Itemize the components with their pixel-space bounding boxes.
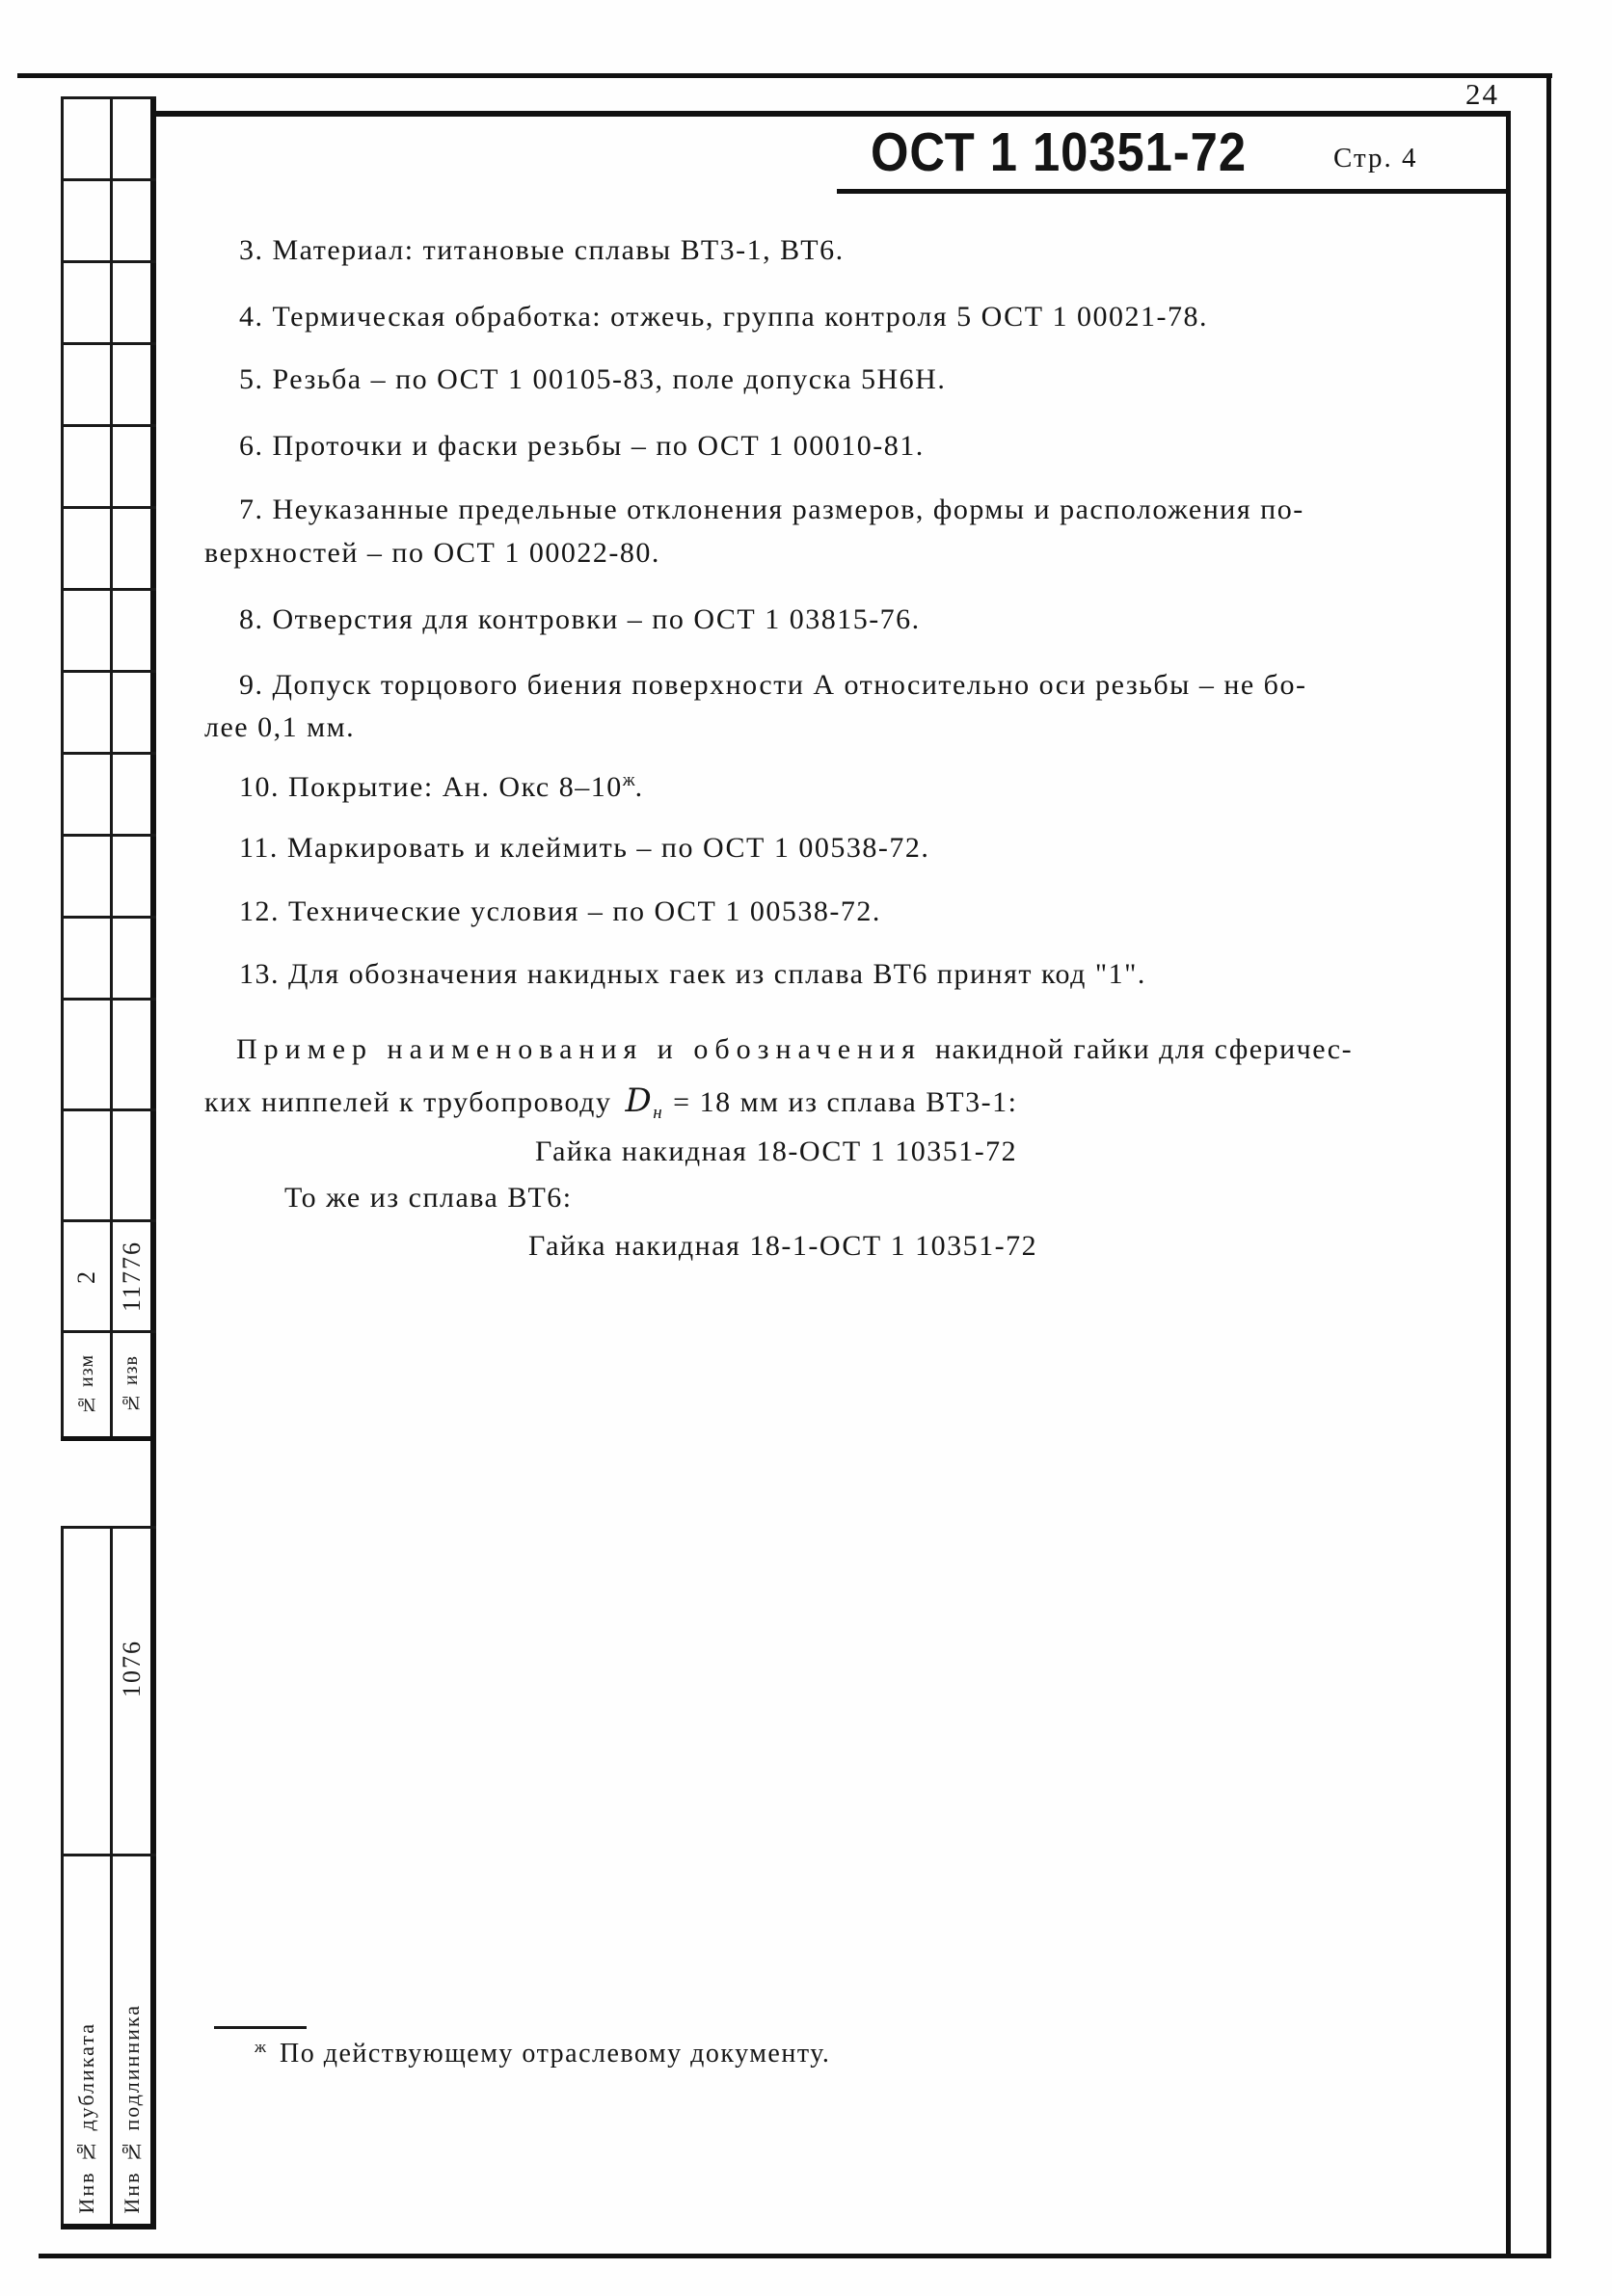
example-intro-line	[236, 1033, 1353, 1066]
diameter-symbol: D	[625, 1081, 654, 1120]
change-number-label: № изм	[75, 1354, 97, 1415]
item-10-footnote-marker: ж	[622, 770, 635, 790]
sidebar-divider	[61, 834, 156, 837]
designation-vt3: Гайка накидная 18-ОСТ 1 10351-72	[535, 1135, 1018, 1167]
item-8: 8. Отверстия для контровки – по ОСТ 1 03815-76.	[239, 603, 921, 635]
sidebar-divider	[61, 260, 156, 263]
notice-number-value: 11776	[117, 1240, 146, 1313]
example-parameters-line	[204, 1081, 1017, 1124]
standard-number: ОСТ 1 10351-72	[871, 122, 1247, 183]
header-underline	[837, 189, 1507, 194]
change-number-value: 2	[72, 1268, 100, 1284]
sidebar-divider	[61, 998, 156, 1001]
sidebar-divider	[61, 178, 156, 181]
item-3: 3. Материал: титановые сплавы ВТ3-1, ВТ6.	[239, 234, 845, 266]
example-intro-rest: накидной гайки для сферичес-	[934, 1033, 1354, 1065]
footnote-text: По действующему отраслевому документу.	[280, 2039, 831, 2069]
item-10	[239, 770, 644, 804]
sidebar-cell-notice-number	[113, 1222, 150, 1330]
item-9-line-1: 9. Допуск торцового биения поверхности А относительно оси резьбы – не бо-	[239, 669, 1307, 701]
sidebar-divider	[61, 506, 156, 509]
page-label: Стр. 4	[1333, 143, 1418, 174]
outer-top-border	[17, 73, 1552, 78]
sidebar-cell-notice-label	[113, 1333, 150, 1436]
example-line2-post: = 18 мм из сплава ВТ3-1:	[673, 1086, 1018, 1118]
sidebar-right-rail	[150, 96, 156, 2227]
sidebar-divider	[61, 424, 156, 427]
sidebar-divider	[61, 916, 156, 919]
page-number: 24	[1465, 77, 1499, 111]
sidebar-cell-change-label	[64, 1333, 110, 1436]
sidebar-cell-inventory-original	[113, 1856, 150, 2224]
sidebar-divider	[61, 670, 156, 673]
sidebar-divider	[61, 342, 156, 345]
bottom-border	[39, 2254, 1551, 2258]
item-10-text: 10. Покрытие: Ан. Окс 8–10	[239, 771, 623, 803]
item-9-line-2: лее 0,1 мм.	[204, 711, 356, 743]
item-7-line-1: 7. Неуказанные предельные отклонения размеров, формы и расположения по-	[239, 494, 1304, 525]
sidebar-cell-form-number	[113, 1529, 150, 1854]
item-10-period: .	[634, 771, 644, 803]
sidebar-cell-inventory-duplicate	[64, 1856, 110, 2224]
same-from-vt6: То же из сплава ВТ6:	[284, 1182, 573, 1214]
footnote-separator	[214, 2026, 307, 2029]
diameter-subscript: н	[653, 1103, 664, 1123]
footnote-marker: ж	[255, 2038, 266, 2056]
item-5: 5. Резьба – по ОСТ 1 00105-83, поле допуска 5Н6Н.	[239, 363, 947, 395]
inner-right-border	[1506, 111, 1511, 2257]
sidebar-bottom-border	[61, 2224, 156, 2229]
footnote	[255, 2038, 830, 2069]
notice-number-label: № изв	[121, 1355, 142, 1414]
item-12: 12. Технические условия – по ОСТ 1 00538-72.	[239, 895, 881, 927]
inner-top-border	[151, 111, 1511, 117]
form-number: 1076	[117, 1640, 146, 1697]
sidebar-divider	[61, 588, 156, 591]
example-line2-pre: ких ниппелей к трубопроводу	[204, 1086, 612, 1118]
sidebar-block-end	[61, 1436, 156, 1441]
designation-vt6: Гайка накидная 18-1-ОСТ 1 10351-72	[528, 1230, 1038, 1262]
item-7-line-2: верхностей – по ОСТ 1 00022-80.	[204, 537, 660, 569]
item-6: 6. Проточки и фаски резьбы – по ОСТ 1 00010-81.	[239, 430, 925, 462]
example-intro-spaced: Пример наименования и обозначения	[236, 1033, 922, 1065]
inventory-duplicate-label: Инв № дубликата	[74, 2022, 98, 2214]
inventory-original-label: Инв № подлинника	[119, 2004, 144, 2214]
item-4: 4. Термическая обработка: отжечь, группа контроля 5 ОСТ 1 00021-78.	[239, 301, 1209, 333]
sidebar-divider	[61, 96, 156, 99]
sidebar-divider	[61, 752, 156, 755]
outer-right-border	[1546, 73, 1551, 2257]
item-13: 13. Для обозначения накидных гаек из сплава ВТ6 принят код "1".	[239, 958, 1146, 990]
sidebar-cell-change-number	[64, 1222, 110, 1330]
item-11: 11. Маркировать и клеймить – по ОСТ 1 00538-72.	[239, 832, 930, 864]
sidebar-divider	[61, 1108, 156, 1111]
